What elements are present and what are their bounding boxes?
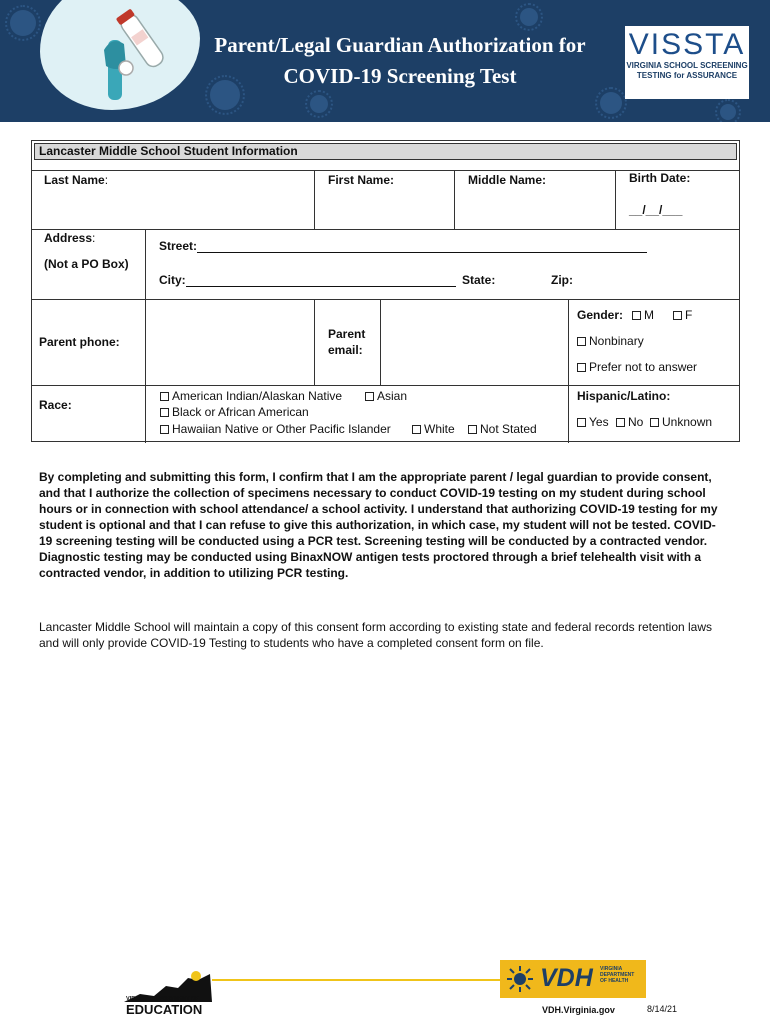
divider	[314, 170, 315, 229]
checkbox-icon	[650, 418, 659, 427]
parent-phone-field[interactable]	[149, 303, 310, 381]
divider	[454, 170, 455, 229]
race-option-american-indian[interactable]: American Indian/Alaskan Native	[160, 389, 342, 403]
gender-option-m[interactable]: M	[632, 308, 654, 322]
race-label: Race:	[39, 398, 72, 412]
parent-phone-label: Parent phone:	[39, 335, 120, 349]
address-label: Address:	[44, 231, 96, 245]
doe-title: EDUCATION	[126, 1002, 203, 1017]
zip-label: Zip:	[551, 273, 573, 287]
section-title: Lancaster Middle School Student Information	[39, 144, 298, 158]
gender-label: Gender:	[577, 308, 624, 322]
divider	[145, 229, 146, 299]
divider	[380, 299, 381, 385]
race-option-white[interactable]: White	[412, 422, 455, 436]
divider	[32, 229, 739, 230]
city-field[interactable]	[186, 275, 456, 287]
race-option-asian[interactable]: Asian	[365, 389, 407, 403]
street-label: Street:	[159, 239, 647, 253]
hispanic-option-unknown[interactable]: Unknown	[650, 415, 712, 429]
checkbox-icon	[160, 408, 169, 417]
retention-paragraph: Lancaster Middle School will maintain a copy of this consent form according to existing state and federal records retention laws and will only provide COVID-19 Testing to students who have a completed consent form on file.	[39, 620, 713, 650]
last-name-field[interactable]	[36, 191, 310, 225]
virus-decoration	[600, 92, 622, 114]
race-option-hawaiian[interactable]: Hawaiian Native or Other Pacific Islander	[160, 422, 391, 436]
street-field[interactable]	[197, 241, 647, 253]
vdh-logo-text: VDH	[540, 964, 593, 992]
parent-email-label-2: email:	[328, 343, 363, 357]
parent-email-field[interactable]	[384, 303, 564, 381]
vdh-logo	[500, 960, 646, 998]
virus-decoration	[10, 10, 36, 36]
divider	[145, 385, 146, 443]
title-line-2: COVID-19 Screening Test	[283, 64, 517, 88]
doe-caption: VIRGINIA DEPARTMENT OF	[126, 996, 199, 1002]
checkbox-icon	[632, 311, 641, 320]
first-name-label: First Name:	[328, 173, 395, 187]
vissta-logo-text: VISSTA	[628, 28, 746, 61]
address-note: (Not a PO Box)	[44, 257, 129, 271]
birth-date-label: Birth Date:	[629, 171, 691, 185]
virus-decoration	[520, 8, 538, 26]
divider	[615, 170, 616, 229]
divider	[314, 299, 315, 385]
consent-paragraph: By completing and submitting this form, I confirm that I am the appropriate parent / legal guardian to provide consent, and that I authorize the collection of specimens necessary to conduct COVID-19 testing on my student during school hours or in connection with school attendance/ a school activity. I understand that authorizing COVID-19 testing for my student is optional and that I can refuse to give this authorization, in which case, my student will not be tested. COVID-19 screening testing will be conducted using a PCR test. Screening testing will be conducted by a contracted vendor. Diagnostic testing may be conducted using BinaxNOW antigen tests proctored through a brief telehealth visit with a contracted vendor, in addition to utilizing PCR testing.	[39, 470, 718, 580]
first-name-field[interactable]	[318, 191, 450, 225]
vdh-url: VDH.Virginia.gov	[542, 1005, 615, 1015]
virus-decoration	[310, 95, 328, 113]
checkbox-icon	[468, 425, 477, 434]
checkbox-icon	[673, 311, 682, 320]
parent-email-label-1: Parent	[328, 327, 366, 341]
hispanic-option-yes[interactable]: Yes	[577, 415, 609, 429]
divider	[32, 299, 739, 300]
state-label: State:	[462, 273, 496, 287]
hispanic-label: Hispanic/Latino:	[577, 389, 671, 403]
vissta-logo-subtitle-2: TESTING for ASSURANCE	[636, 71, 738, 80]
checkbox-icon	[412, 425, 421, 434]
vdh-sun-icon	[506, 966, 534, 992]
checkbox-icon	[577, 363, 586, 372]
divider	[568, 299, 569, 443]
checkbox-icon	[365, 392, 374, 401]
gender-option-prefer-not[interactable]: Prefer not to answer	[577, 360, 697, 374]
last-name-label: Last Name:	[44, 173, 109, 187]
checkbox-icon	[616, 418, 625, 427]
divider	[145, 299, 146, 385]
title-line-1: Parent/Legal Guardian Authorization for	[214, 33, 586, 57]
footer-divider	[212, 979, 500, 981]
middle-name-label: Middle Name:	[468, 173, 547, 187]
race-option-not-stated[interactable]: Not Stated	[468, 422, 537, 436]
divider	[32, 385, 739, 386]
revision-date: 8/14/21	[647, 1004, 678, 1014]
checkbox-icon	[577, 418, 586, 427]
checkbox-icon	[577, 337, 586, 346]
hispanic-option-no[interactable]: No	[616, 415, 643, 429]
middle-name-field[interactable]	[458, 191, 611, 225]
test-tube-hand-icon	[90, 6, 170, 102]
race-option-black[interactable]: Black or African American	[160, 405, 309, 419]
gender-option-nonbinary[interactable]: Nonbinary	[577, 334, 644, 348]
vdh-logo-subtitle: VIRGINIA DEPARTMENT OF HEALTH	[600, 966, 635, 984]
header-banner	[0, 0, 770, 122]
gender-option-f[interactable]: F	[673, 308, 692, 322]
birth-date-field[interactable]: __/__/___	[629, 203, 683, 217]
vissta-logo-subtitle-1: VIRGINIA SCHOOL SCREENING	[626, 61, 748, 70]
city-label: City:	[159, 273, 456, 287]
page-title	[190, 30, 610, 92]
vissta-logo	[625, 26, 749, 99]
checkbox-icon	[160, 425, 169, 434]
virus-decoration	[720, 104, 736, 120]
student-info-form	[31, 140, 740, 442]
checkbox-icon	[160, 392, 169, 401]
